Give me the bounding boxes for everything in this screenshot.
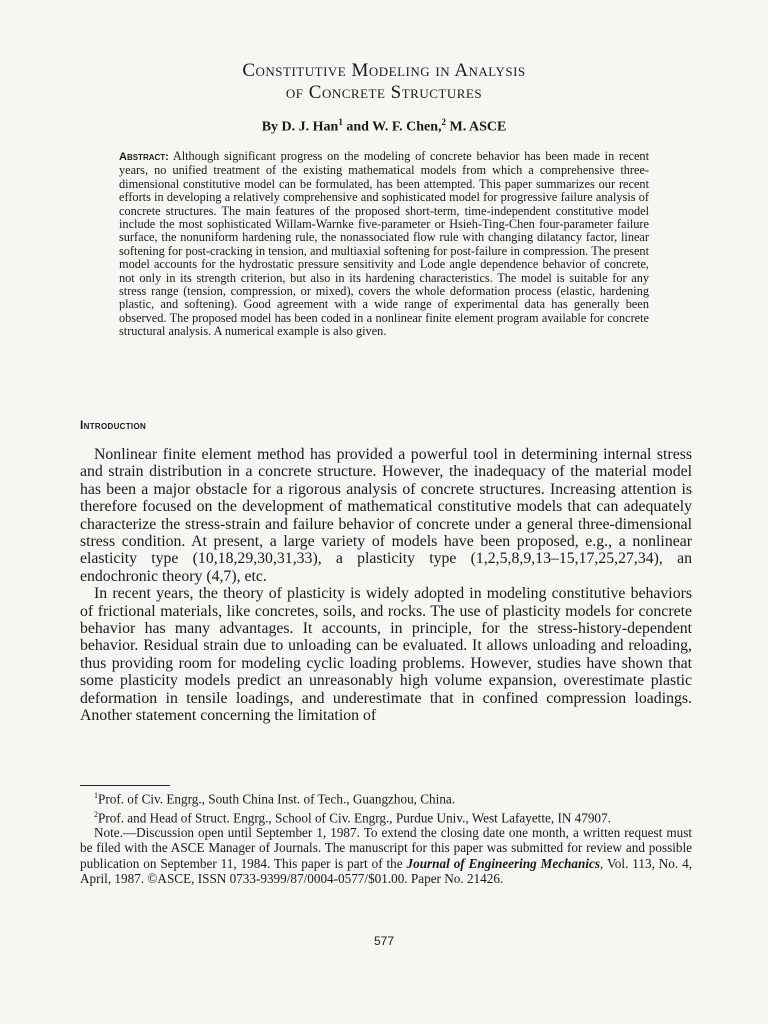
- footnote-2-text: Prof. and Head of Struct. Engrg., School of Civ. Engrg., Purdue Univ., West Lafayette, IN 47907.: [98, 809, 611, 825]
- journal-name: Journal of Engineering Mechanics: [406, 855, 601, 871]
- note-text-a: Note.—Discussion open until September 1, 1987. To extend the closing date one month, a written request must be filed with the ASCE Manager of Journals. The manuscript for this paper was submitted for review and possible publication on September 11, 1984. This paper is part of the: [80, 825, 692, 871]
- author-membership: M. ASCE: [446, 119, 507, 135]
- footnote-divider: [80, 785, 170, 786]
- footnote-1: [80, 788, 692, 807]
- abstract-text: Although significant progress on the modeling of concrete behavior has been made in recent years, no unified treatment of the existing mathematical models from which a comprehensive three-dimensional constitutive model can be formulated, has been attempted. This paper summarizes our recent efforts in developing a relatively comprehensive and sophisticated model for progressive failure analysis of concrete structures. The main features of the proposed short-term, time-independent constitutive model include the most sophisticated Willam-Warnke five-parameter or Hsieh-Ting-Chen four-parameter failure surface, the nonuniform hardening rule, the nonassociated flow rule with changing dilatancy factor, linear softening for post-cracking in tension, and multiaxial softening for post-failure in compression. The present model accounts for the hydrostatic pressure sensitivity and Lode angle dependence behavior of concrete, not only in its strength criterion, but also in its hardening characteristics. The model is suitable for any stress range (tension, compression, or mixed), covers the whole deformation process (elastic, hardening plastic, and softening). Good agreement with a wide range of experimental data has generally been observed. The proposed model has been coded in a nonlinear finite element program available for concrete structural analysis. A numerical example is also given.: [119, 149, 649, 339]
- author-line: [0, 117, 768, 136]
- footnote-1-mark: 1: [94, 791, 98, 800]
- introduction-heading: Introduction: [80, 418, 147, 432]
- footnote-1-text: Prof. of Civ. Engrg., South China Inst. of Tech., Guangzhou, China.: [98, 791, 456, 807]
- author-1: By D. J. Han: [261, 119, 339, 135]
- author-2: and W. F. Chen,: [342, 119, 442, 135]
- author-2-footnote-mark: 2: [441, 117, 447, 127]
- discussion-note: [80, 825, 692, 886]
- title-line-2: of Concrete Structures: [285, 82, 483, 103]
- footnote-2-mark: 2: [94, 809, 98, 819]
- footnotes: [80, 788, 692, 886]
- note-text-b: , Vol. 113, No. 4, April, 1987. ©ASCE, ISSN 0733-9399/87/0004-0577/$01.00. Paper No. 21426.: [80, 855, 693, 886]
- introduction-paragraph-1: Nonlinear finite element method has provided a powerful tool in determining internal stress and strain distribution in a concrete structure. However, the inadequacy of the material model has been a major obstacle for a rigorous analysis of concrete structures. Increasing attention is therefore focused on the development of mathematical constitutive models that can adequately characterize the stress-strain and failure behavior of concrete under a general three-dimensional stress condition. At present, a large variety of models have been proposed, e.g., a nonlinear elasticity type (10,18,29,30,31,33), a plasticity type (1,2,5,8,9,13–15,17,25,27,34), an endochronic theory (4,7), etc.: [80, 446, 692, 585]
- page-number: 577: [373, 934, 395, 948]
- author-1-footnote-mark: 1: [338, 117, 343, 127]
- introduction-body: [80, 446, 692, 725]
- abstract: [119, 150, 649, 339]
- introduction-paragraph-2: In recent years, the theory of plasticity is widely adopted in modeling constitutive behaviors of frictional materials, like concretes, soils, and rocks. The use of plasticity models for concrete behavior has many advantages. It accounts, in principle, for the stress-history-dependent behavior. Residual strain due to unloading can be evaluated. It allows unloading and reloading, thus providing room for modeling cyclic loading problems. However, studies have shown that some plasticity models predict an unreasonably high volume expansion, overestimate plastic deformation in tensile loadings, and underestimate that in confined compression loadings. Another statement concerning the limitation of: [80, 585, 692, 725]
- footnote-2: [80, 807, 692, 826]
- title-line-1: Constitutive Modeling in Analysis: [242, 60, 526, 81]
- abstract-label: Abstract:: [119, 151, 169, 163]
